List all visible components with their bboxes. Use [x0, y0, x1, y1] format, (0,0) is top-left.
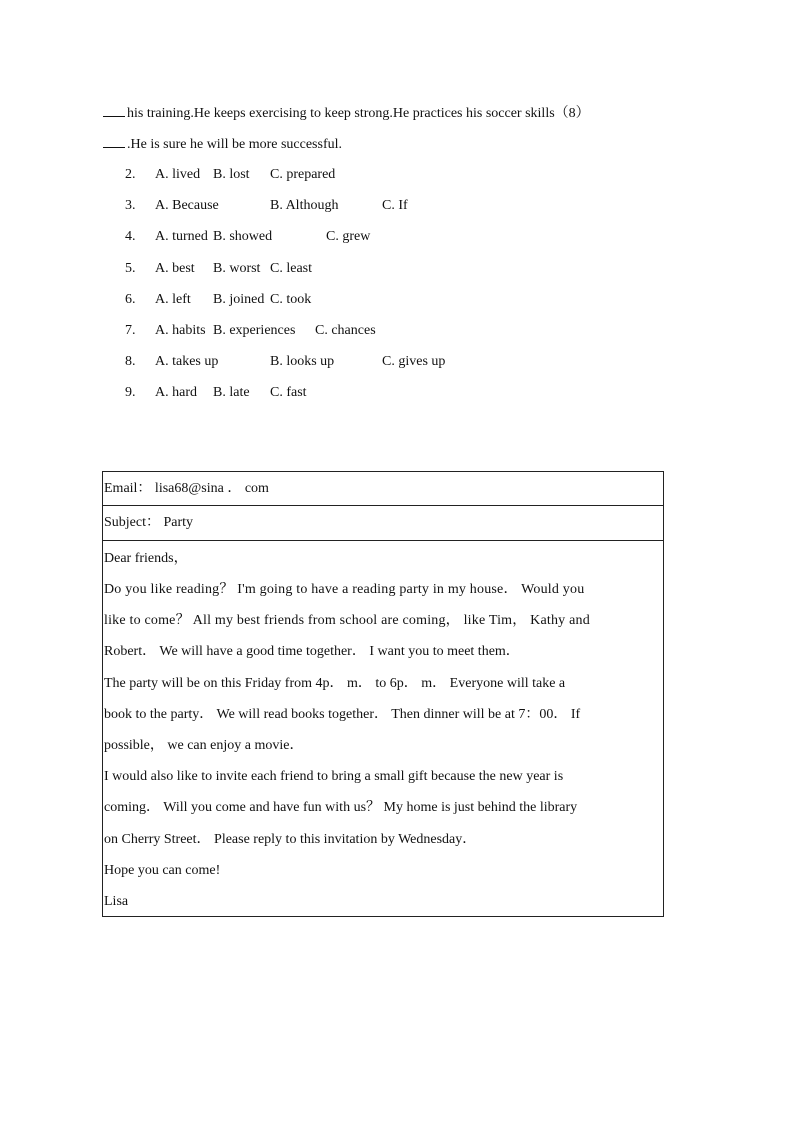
option-b: B. late [213, 385, 250, 400]
answer-blank [103, 104, 125, 117]
option-b: B. worst [213, 261, 261, 276]
option-b: B. Although [270, 198, 339, 213]
email-table [102, 471, 664, 917]
passage-line-2 [103, 135, 342, 154]
option-a: A. left [155, 292, 191, 307]
option-a: A. takes up [155, 354, 219, 369]
option-a: A. habits [155, 323, 206, 338]
body-line: Hope you can come! [104, 863, 221, 878]
option-b: B. joined [213, 292, 265, 307]
question-number: 7. [125, 323, 136, 338]
question-number: 9. [125, 385, 136, 400]
option-b: B. experiences [213, 323, 296, 338]
question-number: 6. [125, 292, 136, 307]
question-number: 4. [125, 229, 136, 244]
email-address: Email： lisa68@sina ． com [104, 481, 269, 496]
option-c: C. took [270, 292, 312, 307]
body-line: possible， we can enjoy a movie． [104, 738, 304, 753]
option-a: A. best [155, 261, 195, 276]
answer-blank [103, 135, 125, 148]
option-c: C. least [270, 261, 312, 276]
option-a: A. Because [155, 198, 219, 213]
body-line: book to the party． We will read books together． Then dinner will be at 7：00． If [104, 707, 581, 722]
passage-text: his training.He keeps exercising to keep strong.He practices his soccer skills（8） [127, 106, 590, 121]
body-line: Dear friends， [104, 551, 188, 566]
email-row [103, 472, 663, 506]
option-b: B. looks up [270, 354, 335, 369]
email-subject: Subject： Party [104, 515, 194, 530]
option-a: A. lived [155, 167, 201, 182]
option-c: C. prepared [270, 167, 336, 182]
option-a: A. turned [155, 229, 208, 244]
body-line: on Cherry Street． Please reply to this invitation by Wednesday． [104, 832, 477, 847]
option-c: C. fast [270, 385, 307, 400]
option-c: C. gives up [382, 354, 446, 369]
passage-line-1 [103, 104, 590, 123]
option-c: C. chances [315, 323, 376, 338]
passage-text: .He is sure he will be more successful. [127, 137, 342, 152]
option-c: C. If [382, 198, 408, 213]
body-line: Do you like reading？ I'm going to have a reading party in my house． Would you [104, 582, 585, 597]
option-b: B. lost [213, 167, 250, 182]
body-line: Lisa [104, 894, 129, 909]
option-c: C. grew [326, 229, 371, 244]
option-a: A. hard [155, 385, 197, 400]
body-line: I would also like to invite each friend to bring a small gift because the new year is [104, 769, 564, 784]
body-line: The party will be on this Friday from 4p． m． to 6p． m． Everyone will take a [104, 676, 566, 691]
question-number: 8. [125, 354, 136, 369]
question-number: 5. [125, 261, 136, 276]
subject-row [103, 506, 663, 541]
question-number: 2. [125, 167, 136, 182]
body-line: like to come？ All my best friends from school are coming， like Tim， Kathy and [104, 613, 590, 628]
body-line: coming． Will you come and have fun with us？ My home is just behind the library [104, 800, 578, 815]
question-number: 3. [125, 198, 136, 213]
option-b: B. showed [213, 229, 273, 244]
body-line: Robert． We will have a good time together． I want you to meet them． [104, 644, 520, 659]
